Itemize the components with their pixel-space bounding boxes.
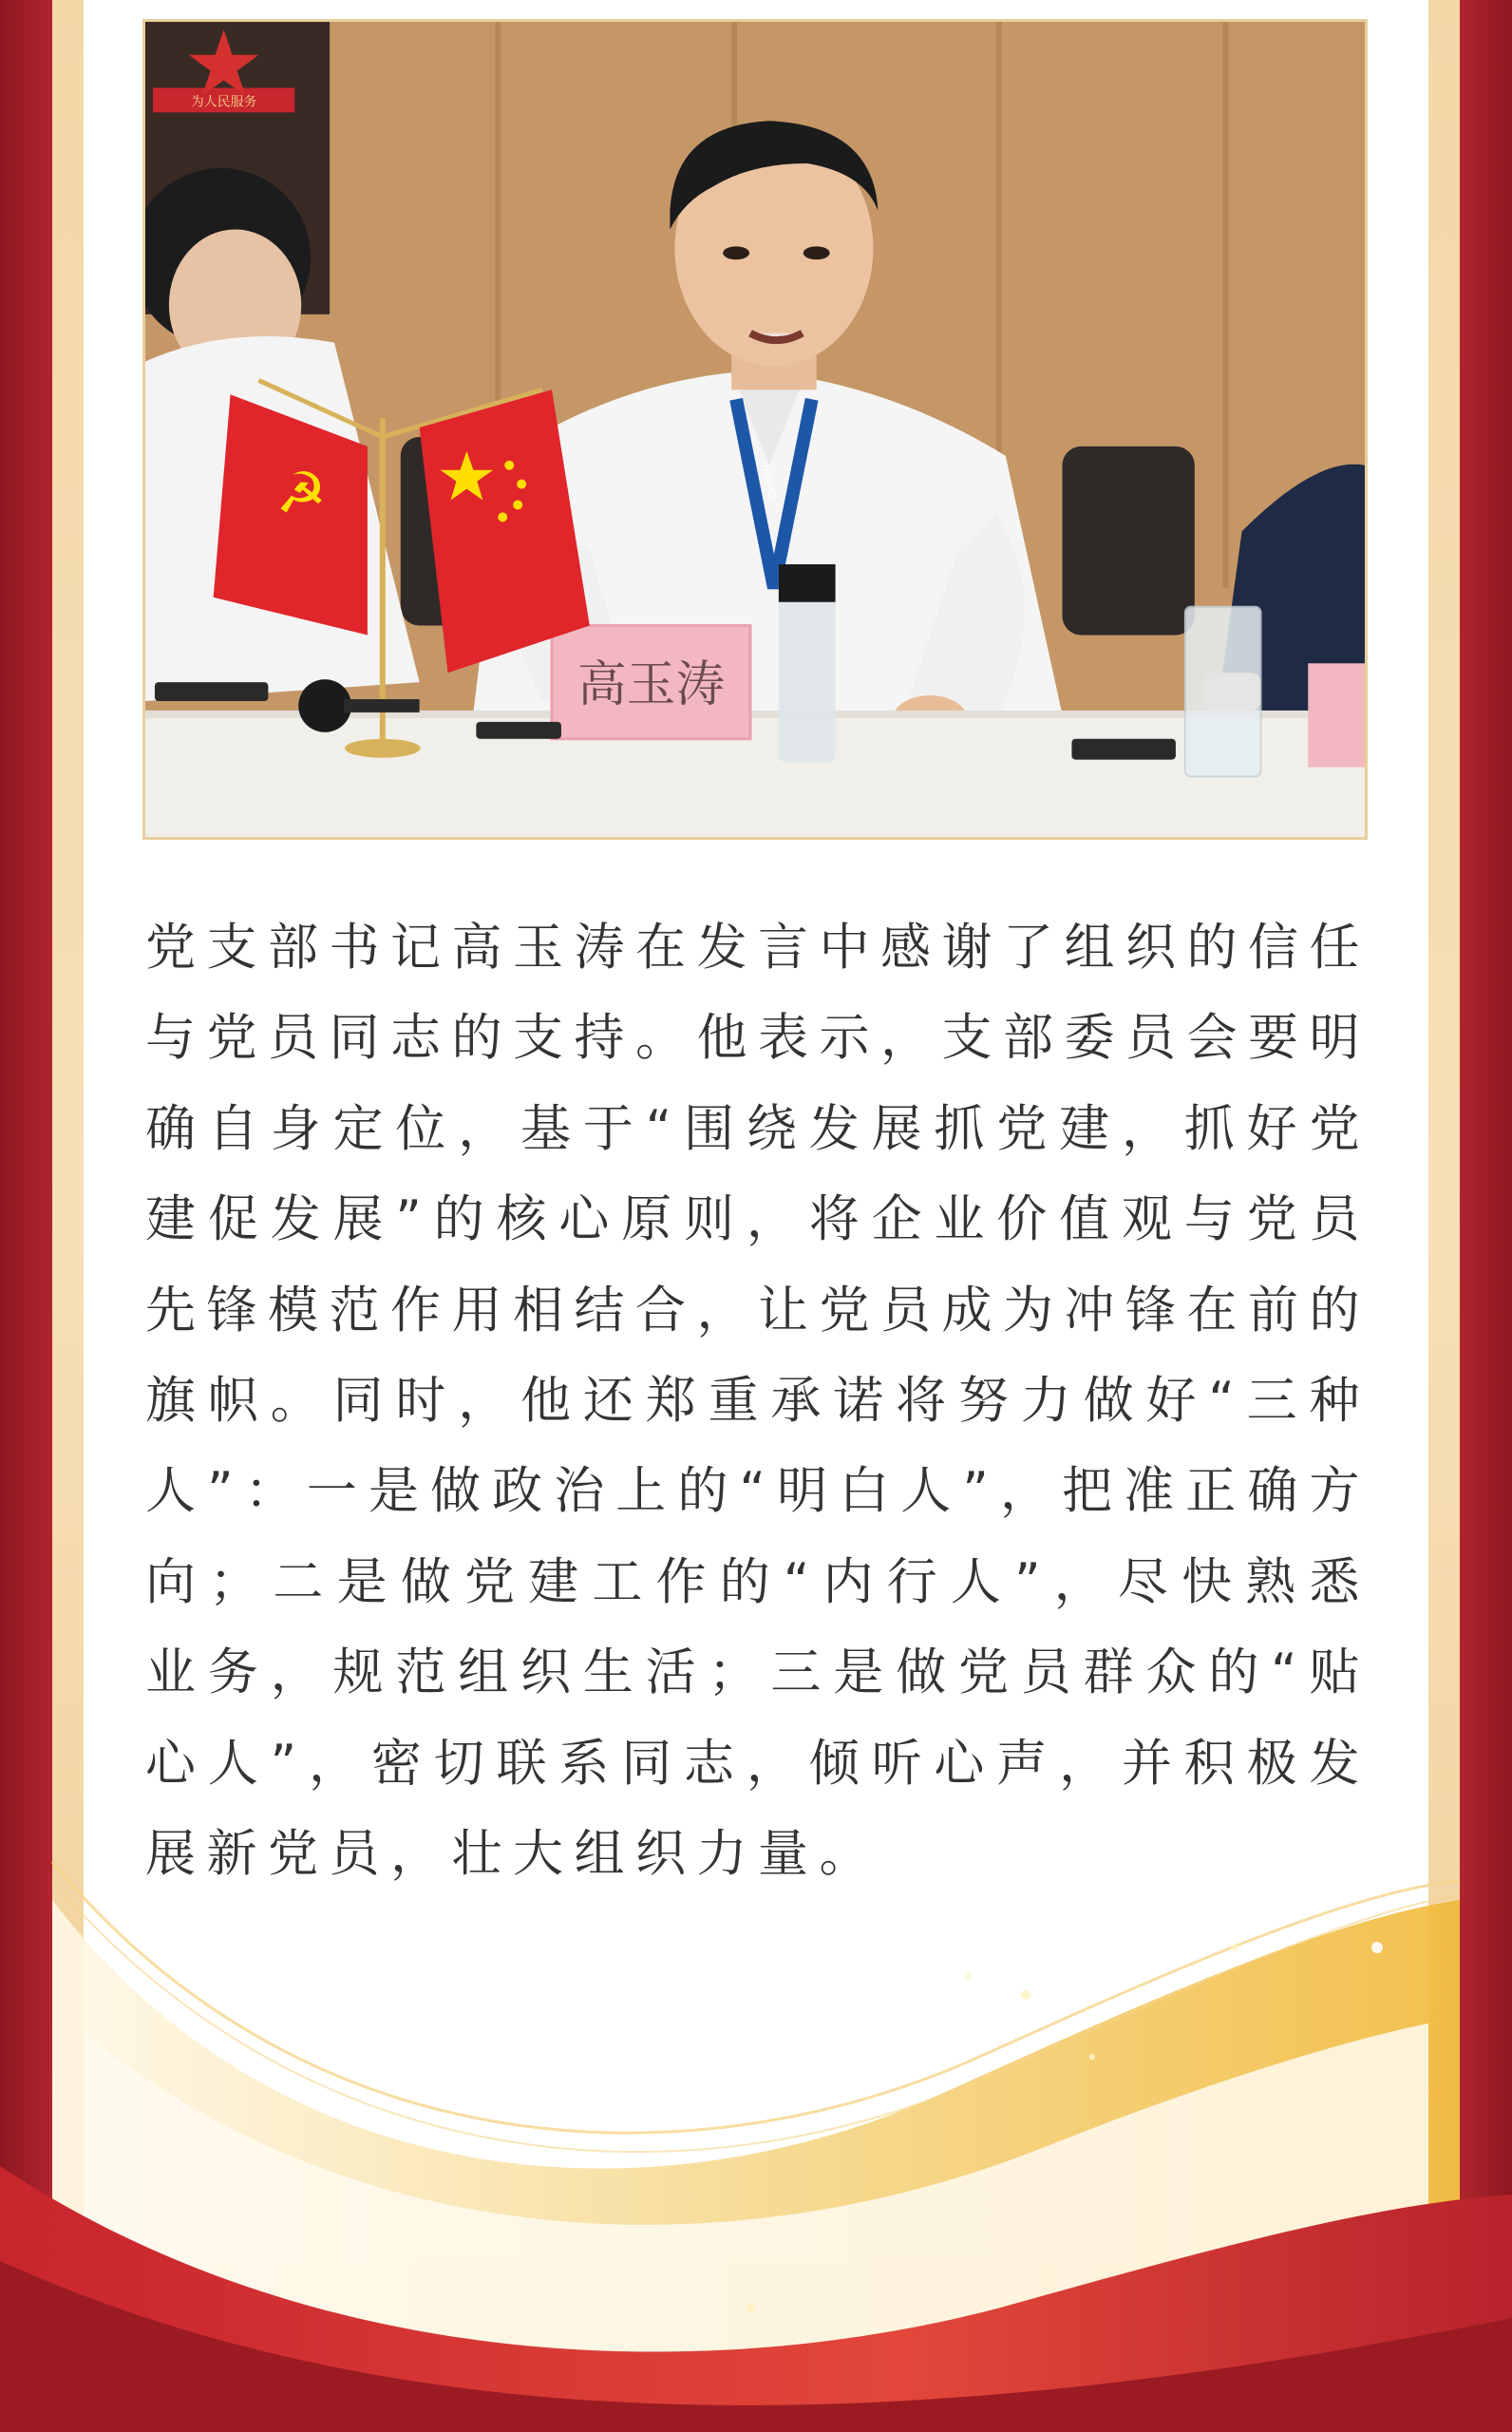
meeting-photo bbox=[142, 19, 1368, 840]
article-paragraph: 党支部书记高玉涛在发言中感谢了组织的信任与党员同志的支持。他表示，支部委员会要明确自身定位，基于“围绕发展抓党建，抓好党建促发展”的核心原则，将企业价值观与党员先锋模范作用相结合，让党员成为冲锋在前的旗帜。同时，他还郑重承诺将努力做好“三种人”：一是做政治上的“明白人”，把准正确方向；二是做党建工作的“内行人”，尽快熟悉业务，规范组织生活；三是做党员群众的“贴心人”，密切联系同志，倾听心声，并积极发展新党员，壮大组织力量。 bbox=[145, 919, 1370, 1884]
meeting-photo-illustration bbox=[145, 22, 1365, 837]
svg-text:☭: ☭ bbox=[275, 461, 327, 527]
badge-text: DECHO bbox=[759, 464, 777, 500]
nameplate-text: 高玉涛 bbox=[576, 656, 726, 713]
wall-sign-text: 为人民服务 bbox=[190, 94, 257, 110]
decorative-waves bbox=[0, 1862, 1512, 2432]
